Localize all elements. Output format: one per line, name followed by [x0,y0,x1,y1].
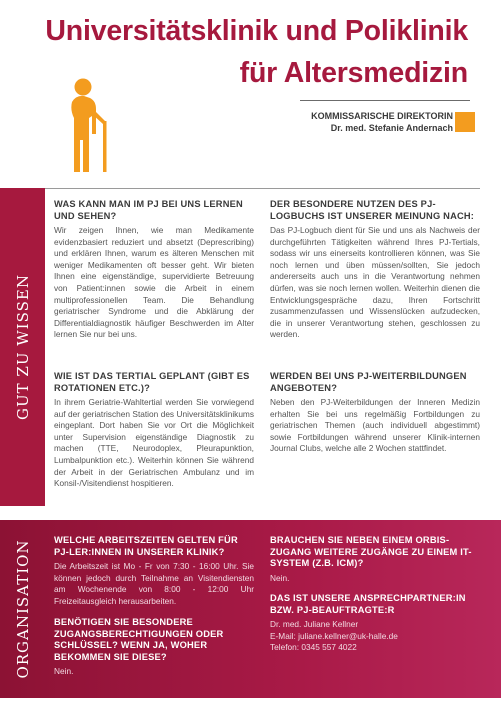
side-label-text: GUT ZU WISSEN [13,274,32,420]
faq-answer: Neben den PJ-Weiterbildungen der Inneren Medizin erhalten Sie bei uns regelmäßig Fortbildungen zu geriatrischen Themen (auch individuell abgestimmt) sowie Fortbildungen während unserer Klinik-internen Journal Clubs, welche alle 2 Wochen stattfindet. [270,397,480,454]
faq-answer: Die Arbeitszeit ist Mo - Fr von 7:30 - 16:00 Uhr. Sie können jedoch durch Teilnahme an Visitendiensten am Wochenende von 8:00 - 12:00 Uhr Freizeitausgleich herausarbeiten. [54,561,254,606]
faq-question: WAS KANN MAN IM PJ BEI UNS LERNEN UND SEHEN? [54,199,243,221]
side-label-gut-zu-wissen [0,188,45,506]
faq-answer: Nein. [270,572,290,583]
contact-name: Dr. med. Juliane Kellner [270,619,359,629]
orange-square-decoration [455,112,475,132]
faq-answer: Das PJ-Logbuch dient für Sie und uns als Nachweis der durchgeführten Tätigkeiten während Ihres PJ-Tertials, sodass wir uns einerseits kontrollieren können, was Sie noch lernen und üben müssen/sollten, Sie jedoch andererseits auch uns in die Verantwortung nehmen dürfen, was sie noch lernen wollen. Weiterhin dienen die Entwicklungsgespräche dazu, Ihren Fortschritt zusammenzufassen und Wissenslücken aufzudecken, die in unserer Verantwortung stehen, geschlossen zu werden. [270,225,480,340]
organisation-section [0,520,501,698]
faq-answer: In ihrem Geriatrie-Wahltertial werden Sie vorwiegend auf der geriatrischen Station des Universitätsklinikums eingeplant. Dort haben Sie vor Ort die Möglichkeit unter Supervision eigenständige Diagnostik zu machen (TTE, Neurodoplex, Pleurapunktion, Lumbalpunktion etc.). Weiterhin können Sie während der Arbeit in der Geriatrischen Ambulanz und im Konsil-/Visitendienst hospitieren. [54,397,254,489]
faq-question: WIE IST DAS TERTIAL GEPLANT (GIBT ES ROTATIONEN ETC.)? [54,371,250,393]
faq-question: WERDEN BEI UNS PJ-WEITERBILDUNGEN ANGEBOTEN? [270,371,467,393]
side-label-organisation [0,520,45,698]
faq-item [54,535,254,607]
side-label-text: ORGANISATION [13,539,32,679]
faq-answer: Nein. [54,666,74,676]
header-divider [300,100,470,101]
contact-block [270,593,480,654]
director-role: KOMMISSARISCHE DIREKTORIN [311,111,453,121]
contact-phone[interactable]: Telefon: 0345 557 4022 [270,642,357,653]
page-title-line-2: für Altersmedizin [239,57,468,89]
faq-item [270,371,480,455]
faq-item [54,371,254,490]
faq-question: DER BESONDERE NUTZEN DES PJ-LOGBUCHS IST UNSERER MEINUNG NACH: [270,199,475,221]
faq-question: WELCHE ARBEITSZEITEN GELTEN FÜR PJ-LER:INNEN IN UNSERER KLINIK? [54,535,238,557]
page-title-line-1: Universitätsklinik und Poliklinik [45,15,468,47]
faq-item [270,535,480,584]
faq-answer: Wir zeigen Ihnen, wie man Medikamente evidenzbasiert reduziert und absetzt (Deprescribing) und erklären Ihnen, warum es älteren Menschen mit weniger Medikamenten oft besser geht. Wir bieten Ihnen eine eigenständige, supervidierte Betreuung von Patient:innen sowie die Arbeit in einem multiprofessionellen Team. Die Behandlung geriatrischer Syndrome und die Abklärung der Differentialdiagnostik häufiger Beschwerden im Alter lernen Sie nur bei uns. [54,225,254,340]
contact-email[interactable]: E-Mail: juliane.kellner@uk-halle.de [270,630,398,641]
faq-question: BENÖTIGEN SIE BESONDERE ZUGANGSBERECHTIGUNGEN ODER SCHLÜSSEL? WENN JA, WOHER BEKOMMEN SIE DIESE? [54,617,224,662]
director-name: Dr. med. Stefanie Andernach [330,123,453,133]
contact-heading: DAS IST UNSERE ANSPRECHPARTNER:IN BZW. PJ-BEAUFTRAGTE:R [270,593,466,615]
section-divider [44,188,480,189]
director-block [311,110,453,134]
elderly-person-with-cane-icon [62,78,118,176]
faq-item [54,199,254,341]
faq-question: BRAUCHEN SIE NEBEN EINEM ORBIS-ZUGANG WEITERE ZUGÄNGE ZU EINEM IT-SYSTEM (Z.B. ICM)? [270,535,472,568]
faq-item [270,199,480,341]
faq-item [54,617,254,678]
